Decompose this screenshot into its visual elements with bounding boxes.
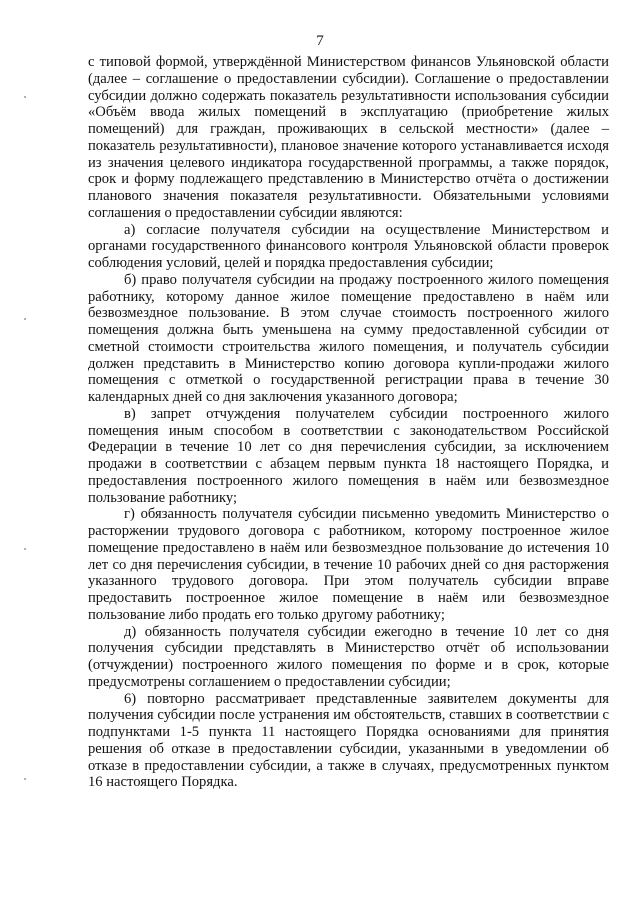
scan-margin-mark [24,96,26,98]
page-number: 7 [316,33,324,49]
paragraph-item-v: в) запрет отчуждения получателем субсидии построенного жилого помещения иным способом в соответствии с законодательством Российской Федерации в течение 10 лет со дня перечисления субсидии, за исключением продажи в соответствии с абзацем первым пункта 18 настоящего Порядка, и предоставления построенного жилого помещения в наём или безвозмездное пользование работнику; [88,405,609,506]
paragraph-item-g: г) обязанность получателя субсидии письменно уведомить Министерство о расторжении трудового договора с работником, которому построенное жилое помещение предоставлено в наём или безвозмездное пользование до истечения 10 лет со дня перечисления субсидии, в течение 10 рабочих дней со дня расторжения указанного трудового договора. При этом получатель субсидии вправе предоставить построенное жилое помещение в наём или безвозмездное пользование либо продать его только другому работнику; [88,506,609,623]
scan-margin-mark [24,548,26,550]
scan-margin-mark [24,778,26,780]
document-body [88,54,609,791]
paragraph-continuation: с типовой формой, утверждённой Министерством финансов Ульяновской области (далее – соглашение о предоставлении субсидии). Соглашение о предоставлении субсидии должно содержать показатель результативности использования субсидии «Объём ввода жилых помещений в эксплуатацию (приобретение жилых помещений) для граждан, проживающих в сельской местности» (далее – показатель результативности), плановое значение которого устанавливается исходя из значения целевого индикатора государственной программы, а также порядок, срок и форму подлежащего представлению в Министерство отчёта о достижении планового значения показателя результативности. Обязательными условиями соглашения о предоставлении субсидии являются: [88,54,609,221]
paragraph-item-a: а) согласие получателя субсидии на осуществление Министерством и органами государственного финансового контроля Ульяновской области проверок соблюдения условий, целей и порядка предоставления субсидии; [88,221,609,271]
paragraph-item-b: б) право получателя субсидии на продажу построенного жилого помещения работнику, которому данное жилое помещение предоставлено в наём или безвозмездное пользование. В этом случае стоимость построенного жилого помещения должна быть уменьшена на сумму предоставленной субсидии от сметной стоимости строительства жилого помещения, и получатель субсидии должен представить в Министерство копию договора купли-продажи жилого помещения с отметкой о государственной регистрации права в течение 30 календарных дней со дня заключения указанного договора; [88,271,609,405]
scan-margin-mark [24,318,26,320]
paragraph-item-d: д) обязанность получателя субсидии ежегодно в течение 10 лет со дня получения субсидии представлять в Министерство отчёт об использовании (отчуждении) построенного жилого помещения по форме и в срок, которые предусмотрены соглашением о предоставлении субсидии; [88,623,609,690]
paragraph-item-6: 6) повторно рассматривает представленные заявителем документы для получения субсидии после устранения им обстоятельств, ставших в соответствии с подпунктами 1-5 пункта 11 настоящего Порядка основаниями для принятия решения об отказе в предоставлении субсидии, указанными в уведомлении об отказе в предоставлении субсидии, а также в случаях, предусмотренных пунктом 16 настоящего Порядка. [88,690,609,791]
